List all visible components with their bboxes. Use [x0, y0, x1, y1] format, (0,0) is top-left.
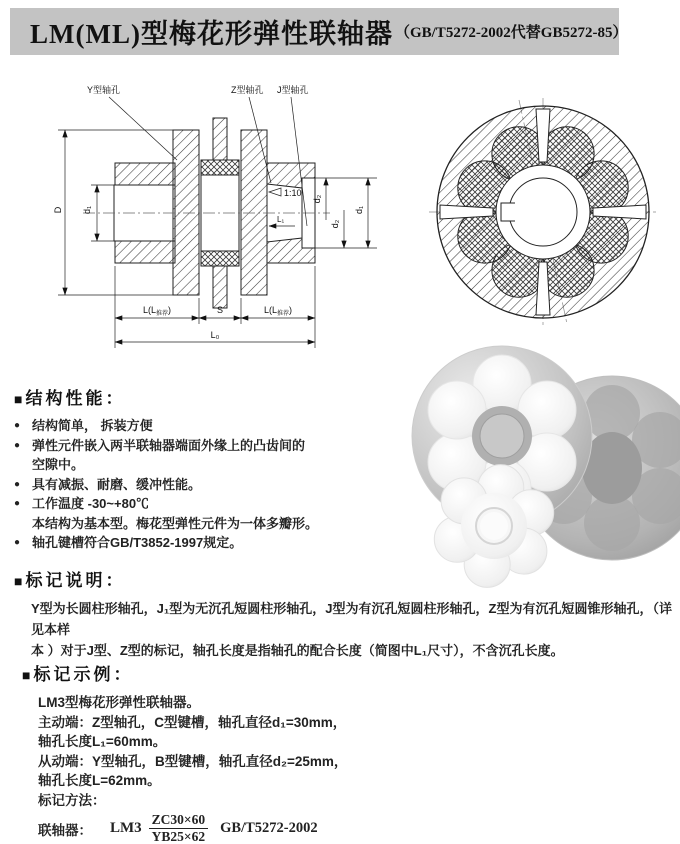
section-marking-note-title: 标记说明：: [25, 571, 126, 590]
square-bullet-icon: ■: [14, 391, 23, 407]
section-structure-title: 结构性能：: [25, 389, 126, 408]
list-item: 本结构为基本型。梅花型弹性元件为一体多瓣形。: [14, 514, 434, 534]
designation-model: LM3: [110, 820, 142, 836]
cross-section-drawing: [25, 80, 400, 372]
section-marking-note: [14, 566, 676, 661]
designation-row: [38, 813, 562, 844]
designation-label: 联轴器：: [38, 822, 92, 838]
example-line: LM3型梅花形弹性联轴器。: [38, 695, 200, 710]
structure-feature-list: [14, 416, 434, 553]
list-item: ● 结构简单， 拆装方便: [14, 416, 434, 436]
dim-D-label: D: [53, 206, 63, 214]
dot-bullet-icon: ●: [14, 537, 21, 548]
paragraph-line: Y型为长圆柱形轴孔，J₁型为无沉孔短圆柱形轴孔，J型为有沉孔短圆柱形轴孔，Z型为有沉孔短圆锥形轴孔，（详见本样: [31, 601, 672, 637]
designation-standard: GB/T5272-2002: [220, 820, 318, 836]
callout-y-hole: Y型轴孔: [87, 85, 121, 95]
front-view-drawing: [427, 96, 659, 328]
taper-label: 1:10: [284, 188, 302, 198]
callout-z-hole: Z型轴孔: [231, 85, 264, 95]
list-item: ● 轴孔键槽符合GB/T3852-1997规定。: [14, 533, 434, 553]
list-item: ● 工作温度 -30~+80℃: [14, 494, 434, 514]
dot-bullet-icon: [14, 514, 32, 534]
dim-L0-label: L₀: [210, 330, 220, 340]
dot-bullet-icon: ●: [14, 439, 21, 451]
square-bullet-icon: ■: [22, 667, 31, 683]
dot-bullet-icon: [14, 455, 32, 475]
header-bar: [10, 8, 628, 55]
designation-fraction: [149, 813, 208, 844]
fraction-denominator: YB25×62: [151, 829, 206, 844]
page-title-standard: （GB/T5272-2002代替GB5272-85）: [394, 25, 628, 41]
example-line: 主动端：Z型轴孔，C型键槽，轴孔直径d₁=30mm，: [38, 714, 347, 730]
section-marking-example: [22, 660, 562, 844]
product-photo: [400, 328, 680, 586]
section-structure-heading: [14, 384, 434, 409]
dim-d2-upper-label: d₂: [312, 194, 322, 204]
section-marking-note-heading: [14, 566, 676, 591]
square-bullet-icon: ■: [14, 573, 23, 589]
paragraph-line: 本 ）对于J型、Z型的标记，轴孔长度是指轴孔的配合长度（简图中L₁尺寸），不含沉孔长度。: [31, 643, 564, 658]
dim-L-right-label: $L(L_{推荐})$: [263, 305, 293, 317]
fit-length-label: L₁: [277, 215, 285, 224]
dot-bullet-icon: ●: [14, 420, 21, 431]
marking-note-paragraph: [31, 598, 676, 661]
list-item: ● 弹性元件嵌入两半联轴器端面外缘上的凸齿间的: [14, 436, 434, 456]
dot-bullet-icon: ●: [14, 478, 21, 490]
example-line: 轴孔长度L=62mm。: [38, 773, 161, 788]
example-line: 从动端：Y型轴孔，B型键槽，轴孔直径d₂=25mm，: [38, 753, 348, 769]
example-line: 标记方法：: [38, 792, 106, 808]
dim-S-label: S: [216, 305, 224, 315]
list-item: ● 具有减振、耐磨、缓冲性能。: [14, 475, 434, 495]
dim-d1-right-label: d₁: [354, 205, 364, 215]
page-title: LM(ML)型梅花形弹性联轴器: [30, 19, 393, 49]
fraction-numerator: ZC30×60: [149, 813, 208, 829]
bore-hole: [509, 178, 577, 246]
dim-d2-lower-label: d₂: [330, 219, 340, 229]
section-marking-example-heading: [22, 660, 562, 685]
example-line: 轴孔长度L₁=60mm。: [38, 734, 167, 749]
list-item: 空隙中。: [14, 455, 434, 475]
product-photo-image: [400, 328, 680, 586]
keyway: [501, 203, 515, 221]
dot-bullet-icon: ●: [14, 498, 21, 509]
section-marking-example-title: 标记示例：: [33, 665, 134, 684]
dim-L-left-label: $L(L_{推荐})$: [142, 305, 172, 317]
dim-d1-left-label: d₁: [82, 205, 92, 215]
section-structure: [14, 384, 434, 553]
callout-j-hole: J型轴孔: [277, 85, 309, 95]
marking-example-lines: [38, 693, 562, 810]
